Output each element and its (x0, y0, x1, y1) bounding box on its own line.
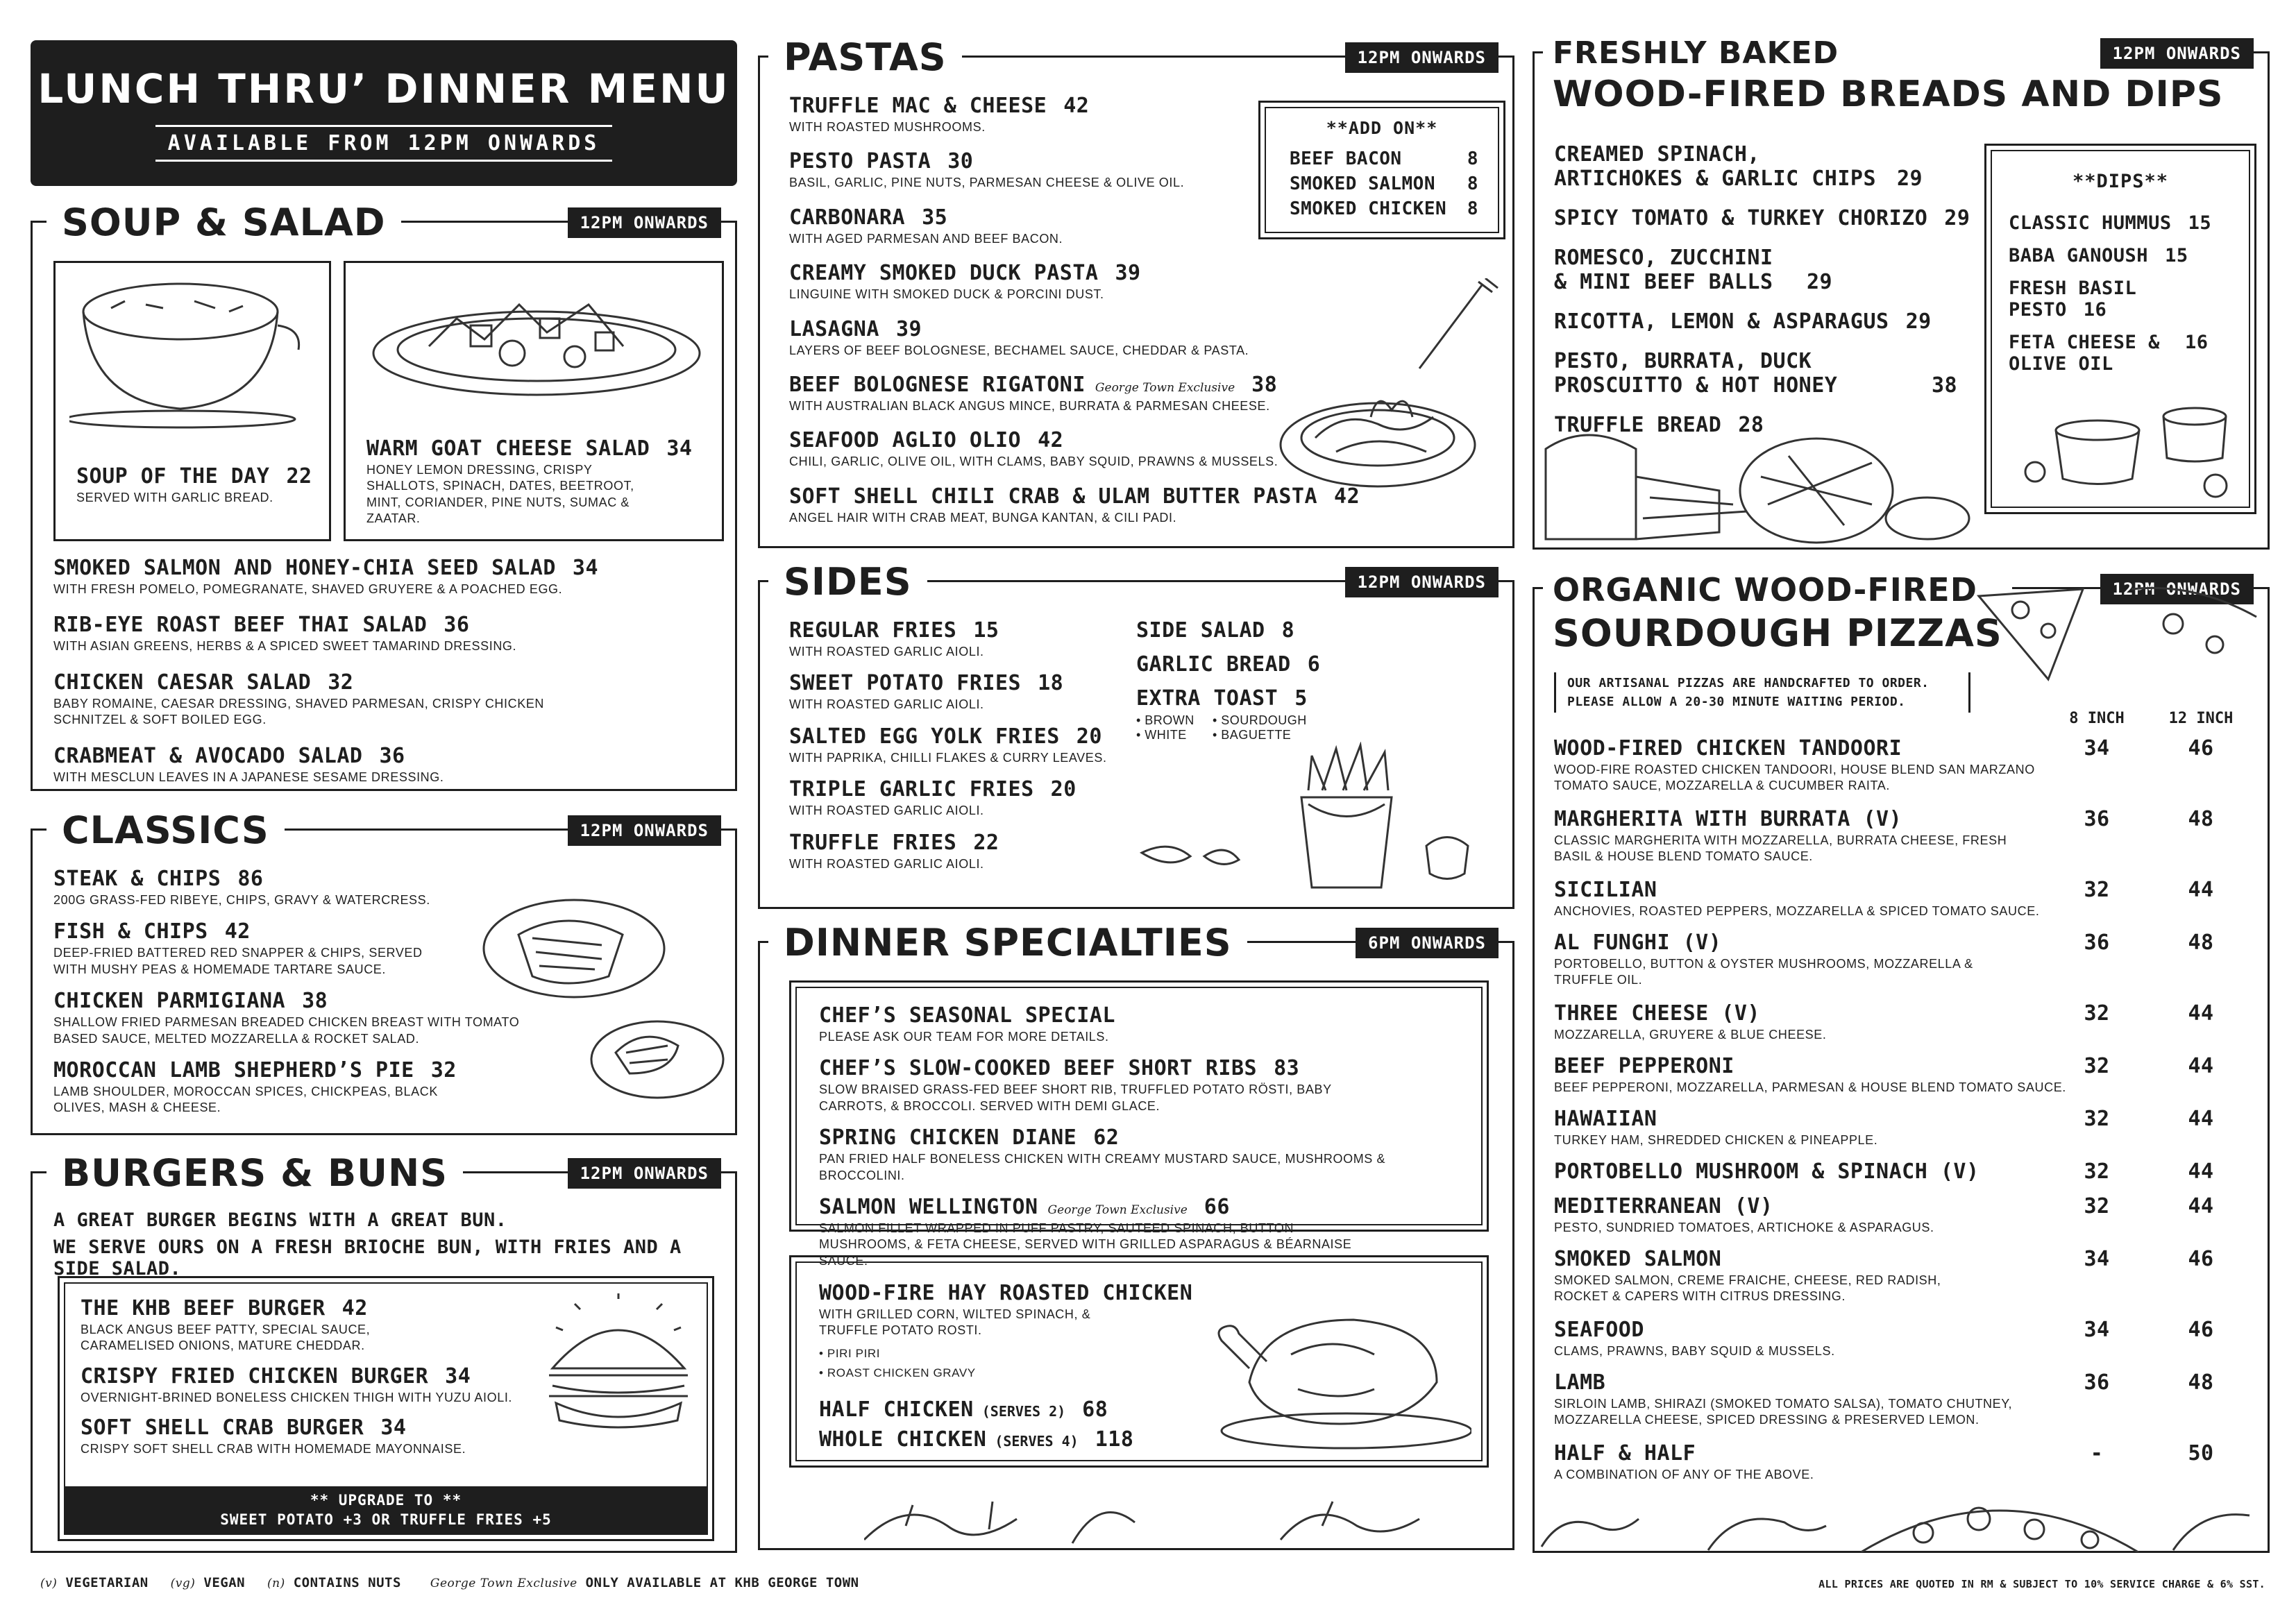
classics-tag: 12PM ONWARDS (568, 815, 721, 846)
dip-item: BABA GANOUSH 15 (2009, 245, 2188, 266)
george-town-note: George Town Exclusive (1047, 1203, 1188, 1217)
george-town-note: George Town Exclusive (1095, 380, 1235, 395)
addon-item: BEEF BACON 8 (1290, 148, 1478, 169)
classics-heading: CLASSICS (47, 806, 285, 854)
pizza-sketch-icon (1535, 1491, 2268, 1552)
roast-chicken-icon (1208, 1285, 1471, 1452)
pizza-item: AL FUNGHI (V) PORTOBELLO, BUTTON & OYSTER MUSHROOMS, MOZZARELLA & TRUFFLE OIL. 36 48 (1554, 931, 2214, 987)
toast-options: • BROWN • SOURDOUGH • WHITE • BAGUETTE (1136, 713, 1307, 742)
addon-item: SMOKED SALMON 8 (1290, 173, 1478, 194)
breads-heading-small: FRESHLY BAKED (1553, 35, 1839, 71)
pizza-item: LAMB SIRLOIN LAMB, SHIRAZI (SMOKED TOMATO SALSA), TOMATO CHUTNEY, MOZZARELLA CHEESE, SPICED DRESSING & PRESERVED LEMON. 36 48 (1554, 1370, 2214, 1427)
menu-subtitle: AVAILABLE FROM 12PM ONWARDS (167, 131, 600, 155)
side-item: REGULAR FRIES 15 WITH ROASTED GARLIC AIOLI. (789, 618, 999, 658)
dips-box (1984, 144, 2256, 514)
breads-heading-large: WOOD-FIRED BREADS AND DIPS (1553, 74, 2224, 115)
addon-item: SMOKED CHICKEN 8 (1290, 198, 1478, 219)
soup-salad-heading: SOUP & SALAD (47, 198, 401, 246)
salad-item: CHICKEN CAESAR SALAD 32 BABY ROMAINE, CAESAR DRESSING, SHAVED PARMESAN, CRISPY CHICKEN SCHNITZEL & SOFT BOILED EGG. (53, 670, 545, 727)
side-item: GARLIC BREAD 6 (1136, 652, 1321, 677)
pizza-item: SICILIAN ANCHOVIES, ROASTED PEPPERS, MOZZARELLA & SPICED TOMATO SAUCE. 32 44 (1554, 878, 2214, 918)
col-8-header: 8 INCH (2069, 710, 2125, 727)
pizza-list (1554, 736, 2248, 1490)
pizzas-heading-small: ORGANIC WOOD-FIRED (1553, 571, 1977, 609)
dinner-item: SPRING CHICKEN DIANE 62 PAN FRIED HALF BONELESS CHICKEN WITH CREAMY MUSTARD SAUCE, MUSHROOMS & BROCCOLINI. (819, 1125, 1386, 1182)
dip-item: FRESH BASIL PESTO 16 (2009, 278, 2137, 321)
pizza-item: PORTOBELLO MUSHROOM & SPINACH (V) 32 44 (1554, 1159, 2214, 1184)
pizza-item: WOOD-FIRED CHICKEN TANDOORI WOOD-FIRE ROASTED CHICKEN TANDOORI, HOUSE BLEND SAN MARZANO TOMATO SAUCE, MOZZARELLA & CUCUMBER RAITA. 34 46 (1554, 736, 2214, 793)
pasta-item: TRUFFLE MAC & CHEESE 42 WITH ROASTED MUSHROOMS. (789, 94, 1090, 134)
burger-item: CRISPY FRIED CHICKEN BURGER 34 OVERNIGHT-BRINED BONELESS CHICKEN THIGH WITH YUZU AIOLI. (81, 1363, 513, 1404)
bread-item: TRUFFLE BREAD 28 (1554, 413, 1764, 437)
salad-item: SMOKED SALMON AND HONEY-CHIA SEED SALAD 34 WITH FRESH POMELO, POMEGRANATE, SHAVED GRUYERE & A POACHED EGG. (53, 556, 599, 596)
breads-section (1533, 35, 2270, 550)
pizza-item: HALF & HALF A COMBINATION OF ANY OF THE ABOVE. - 50 (1554, 1441, 2214, 1481)
pasta-item: PESTO PASTA 30 BASIL, GARLIC, PINE NUTS, PARMESAN CHEESE & OLIVE OIL. (789, 149, 1185, 190)
breads-tag: 12PM ONWARDS (2100, 38, 2254, 69)
pasta-item: LASAGNA 39 LAYERS OF BEEF BOLOGNESE, BECHAMEL SAUCE, CHEDDAR & PASTA. (789, 316, 1249, 357)
whole-chicken: WHOLE CHICKEN (SERVES 4) 118 (819, 1427, 1134, 1452)
steak-plate-icon (477, 879, 727, 1115)
salad-list (53, 556, 720, 801)
hay-chicken-box: WOOD-FIRE HAY ROASTED CHICKEN WITH GRILLED CORN, WILTED SPINACH, & TRUFFLE POTATO ROSTI. • PIRI PIRI • ROAST CHICKEN GRAVY HALF CHICKEN (SERVES 2) 68 WHOLE CHICKEN (SERVES 4) 118 (789, 1255, 1489, 1468)
menu-title: LUNCH THRU’ DINNER MENU (37, 65, 730, 112)
dinner-tag: 6PM ONWARDS (1356, 928, 1499, 958)
classics-item: STEAK & CHIPS 86 200G GRASS-FED RIBEYE, CHIPS, GRAVY & WATERCRESS. (53, 867, 430, 907)
spaghetti-plate-icon (1274, 278, 1510, 528)
pizzas-tag: 12PM ONWARDS (2100, 574, 2254, 604)
side-item: SALTED EGG YOLK FRIES 20 WITH PAPRIKA, CHILLI FLAKES & CURRY LEAVES. (789, 724, 1107, 765)
pizza-item: HAWAIIAN TURKEY HAM, SHREDDED CHICKEN & PINEAPPLE. 32 44 (1554, 1107, 2214, 1147)
pizzas-heading-large: SOURDOUGH PIZZAS (1553, 611, 2002, 655)
pasta-item: SEAFOOD AGLIO OLIO 42 CHILI, GARLIC, OLIVE OIL, WITH CLAMS, BABY SQUID, PRAWNS & MUSSELS. (789, 428, 1278, 469)
soup-name: SOUP OF THE DAY (76, 464, 270, 488)
pizzas-header (1543, 571, 2012, 655)
pastas-section (758, 35, 1514, 548)
title-block (31, 40, 737, 186)
pasta-item: CREAMY SMOKED DUCK PASTA 39 LINGUINE WITH SMOKED DUCK & PORCINI DUST. (789, 261, 1141, 302)
soup-salad-section (31, 200, 737, 791)
pasta-item: BEEF BOLOGNESE RIGATONI George Town Exclusive 38 WITH AUSTRALIAN BLACK ANGUS MINCE, BURRATA & PARMESAN CHEESE. (789, 372, 1278, 413)
pasta-item: SOFT SHELL CHILI CRAB & ULAM BUTTER PASTA 42 ANGEL HAIR WITH CRAB MEAT, BUNGA KANTAN, & CILI PADI. (789, 484, 1360, 525)
pastas-tag: 12PM ONWARDS (1345, 42, 1499, 73)
pasta-item: CARBONARA 35 WITH AGED PARMESAN AND BEEF BACON. (789, 205, 1063, 246)
bread-item: ROMESCO, ZUCCHINI & MINI BEEF BALLS 29 (1554, 246, 1833, 294)
classics-item: CHICKEN PARMIGIANA 38 SHALLOW FRIED PARMESAN BREADED CHICKEN BREAST WITH TOMATO BASED SAUCE, MELTED MOZZARELLA & ROCKET SALAD. (53, 989, 520, 1046)
salad-plate-icon (366, 277, 707, 416)
hay-chicken-name: WOOD-FIRE HAY ROASTED CHICKEN (819, 1281, 1193, 1305)
dinner-box (789, 980, 1489, 1268)
soup-price: 22 (286, 464, 312, 488)
salad-item: CRABMEAT & AVOCADO SALAD 36 WITH MESCLUN LEAVES IN A JAPANESE SESAME DRESSING. (53, 743, 444, 784)
dip-item: CLASSIC HUMMUS 15 (2009, 212, 2212, 234)
addon-title: **ADD ON** (1326, 118, 1438, 138)
dinner-item: CHEF’S SLOW-COOKED BEEF SHORT RIBS 83 SLOW BRAISED GRASS-FED BEEF SHORT RIB, TRUFFLED POTATO RÖSTI, BABY CARROTS, & BROCCOLI. SERVED WITH DEMI GLACE. (819, 1056, 1332, 1113)
bread-item: CREAMED SPINACH, ARTICHOKES & GARLIC CHIPS 29 (1554, 142, 1923, 191)
breads-list (1554, 142, 1970, 437)
dips-title: **DIPS** (2072, 171, 2169, 192)
dinner-section (758, 920, 1514, 1550)
pizza-item: MEDITERRANEAN (V) PESTO, SUNDRIED TOMATOES, ARTICHOKE & ASPARAGUS. 32 44 (1554, 1194, 2214, 1234)
dip-bowls-icon (2014, 402, 2236, 500)
side-item: SIDE SALAD 8 (1136, 618, 1295, 643)
goat-salad-box (344, 261, 724, 541)
side-item: SWEET POTATO FRIES 18 WITH ROASTED GARLIC AIOLI. (789, 671, 1064, 712)
burger-item: THE KHB BEEF BURGER 42 BLACK ANGUS BEEF PATTY, SPECIAL SAUCE, CARAMELISED ONIONS, MATURE CHEDDAR. (81, 1296, 371, 1353)
side-item: TRUFFLE FRIES 22 WITH ROASTED GARLIC AIOLI. (789, 830, 999, 871)
salad-item: RIB-EYE ROAST BEEF THAI SALAD 36 WITH ASIAN GREENS, HERBS & A SPICED SWEET TAMARIND DRESSING. (53, 613, 517, 654)
side-item: TRIPLE GARLIC FRIES 20 WITH ROASTED GARLIC AIOLI. (789, 777, 1077, 818)
burgers-intro: A GREAT BURGER BEGINS WITH A GREAT BUN. WE SERVE OURS ON A FRESH BRIOCHE BUN, WITH FRIES AND A SIDE SALAD. (53, 1209, 682, 1280)
pizza-item: THREE CHEESE (V) MOZZARELLA, GRUYERE & BLUE CHEESE. 32 44 (1554, 1001, 2214, 1042)
sides-heading: SIDES (768, 557, 927, 606)
footer-legend: (v) VEGETARIAN (vg) VEGAN (n) CONTAINS NUTS George Town Exclusive ONLY AVAILABLE AT KHB GEORGE TOWN (40, 1575, 859, 1590)
sides-tag: 12PM ONWARDS (1345, 567, 1499, 597)
dinner-item: CHEF’S SEASONAL SPECIAL PLEASE ASK OUR TEAM FOR MORE DETAILS. (819, 1003, 1115, 1044)
classics-item: FISH & CHIPS 42 DEEP-FRIED BATTERED RED SNAPPER & CHIPS, SERVED WITH MUSHY PEAS & HOMEMADE TARTARE SAUCE. (53, 919, 423, 976)
dinner-heading: DINNER SPECIALTIES (768, 918, 1247, 967)
soup-box (53, 261, 331, 541)
upgrade-banner: ** UPGRADE TO ** SWEET POTATO +3 OR TRUFFLE FRIES +5 (64, 1486, 708, 1535)
soup-desc: SERVED WITH GARLIC BREAD. (76, 491, 273, 504)
bread-item: SPICY TOMATO & TURKEY CHORIZO 29 (1554, 206, 1970, 230)
footer-note: ALL PRICES ARE QUOTED IN RM & SUBJECT TO 10% SERVICE CHARGE & 6% SST. (1818, 1578, 2265, 1590)
fries-icon (1135, 742, 1496, 901)
burger-box (58, 1276, 714, 1541)
herb-sketch-icon (864, 1477, 1475, 1547)
sides-section (758, 559, 1514, 909)
soup-salad-tag: 12PM ONWARDS (568, 207, 721, 238)
pizza-note: OUR ARTISANAL PIZZAS ARE HANDCRAFTED TO ORDER. PLEASE ALLOW A 20-30 MINUTE WAITING PERIOD. (1554, 672, 1970, 713)
burgers-heading: BURGERS & BUNS (47, 1148, 463, 1197)
classics-item: MOROCCAN LAMB SHEPHERD’S PIE 32 LAMB SHOULDER, MOROCCAN SPICES, CHICKPEAS, BLACK OLIVES, MASH & CHEESE. (53, 1057, 457, 1115)
goat-salad-desc: HONEY LEMON DRESSING, CRISPY SHALLOTS, SPINACH, DATES, BEETROOT, MINT, CORIANDER, PINE NUTS, SUMAC & ZAATAR. (366, 463, 634, 526)
pizza-item: BEEF PEPPERONI BEEF PEPPERONI, MOZZARELLA, PARMESAN & HOUSE BLEND TOMATO SAUCE. 32 44 (1554, 1054, 2214, 1094)
sides-right-list (1136, 618, 1344, 742)
bread-item: RICOTTA, LEMON & ASPARAGUS 29 (1554, 309, 1932, 334)
soup-bowl-icon (69, 270, 305, 430)
sides-left-list (789, 618, 1150, 872)
burger-item: SOFT SHELL CRAB BURGER 34 CRISPY SOFT SHELL CRAB WITH HOMEMADE MAYONNAISE. (81, 1416, 466, 1456)
bread-item: PESTO, BURRATA, DUCK PROSCUITTO & HOT HONEY 38 (1554, 349, 1958, 398)
classics-list (53, 867, 539, 1116)
half-chicken: HALF CHICKEN (SERVES 2) 68 (819, 1397, 1108, 1422)
burger-icon (539, 1292, 698, 1445)
burgers-section (31, 1150, 737, 1553)
pizza-item: SMOKED SALMON SMOKED SALMON, CREME FRAICHE, CHEESE, RED RADISH, ROCKET & CAPERS WITH CITRUS DRESSING. 34 46 (1554, 1247, 2214, 1304)
dinner-item: SALMON WELLINGTON George Town Exclusive 66 SALMON FILLET WRAPPED IN PUFF PASTRY, SAUTEED SPINACH, BUTTON MUSHROOMS, & FETA CHEESE, SERVED WITH GRILLED ASPARAGUS & BÉARNAISE SAUCE. (819, 1194, 1352, 1268)
pizza-item: SEAFOOD CLAMS, PRAWNS, BABY SQUID & MUSSELS. 34 46 (1554, 1318, 2214, 1358)
pizza-item: MARGHERITA WITH BURRATA (V) CLASSIC MARGHERITA WITH MOZZARELLA, BURRATA CHEESE, FRESH BASIL & HOUSE BLEND TOMATO SAUCE. 36 48 (1554, 807, 2214, 864)
side-item: EXTRA TOAST 5 (1136, 686, 1308, 711)
hay-chicken-desc: WITH GRILLED CORN, WILTED SPINACH, & TRUFFLE POTATO ROSTI. (819, 1307, 1091, 1338)
goat-salad-price: 34 (666, 436, 693, 461)
pizza-slice-icon (1972, 582, 2263, 693)
pizzas-section (1533, 571, 2270, 1553)
classics-section (31, 808, 737, 1135)
goat-salad-name: WARM GOAT CHEESE SALAD (366, 436, 650, 461)
addon-box (1258, 101, 1505, 239)
col-12-header: 12 INCH (2168, 710, 2234, 727)
dip-item: FETA CHEESE & OLIVE OIL16 (2009, 332, 2209, 375)
burgers-tag: 12PM ONWARDS (568, 1158, 721, 1189)
bread-loaves-icon (1539, 414, 1976, 546)
pastas-heading: PASTAS (768, 33, 962, 81)
